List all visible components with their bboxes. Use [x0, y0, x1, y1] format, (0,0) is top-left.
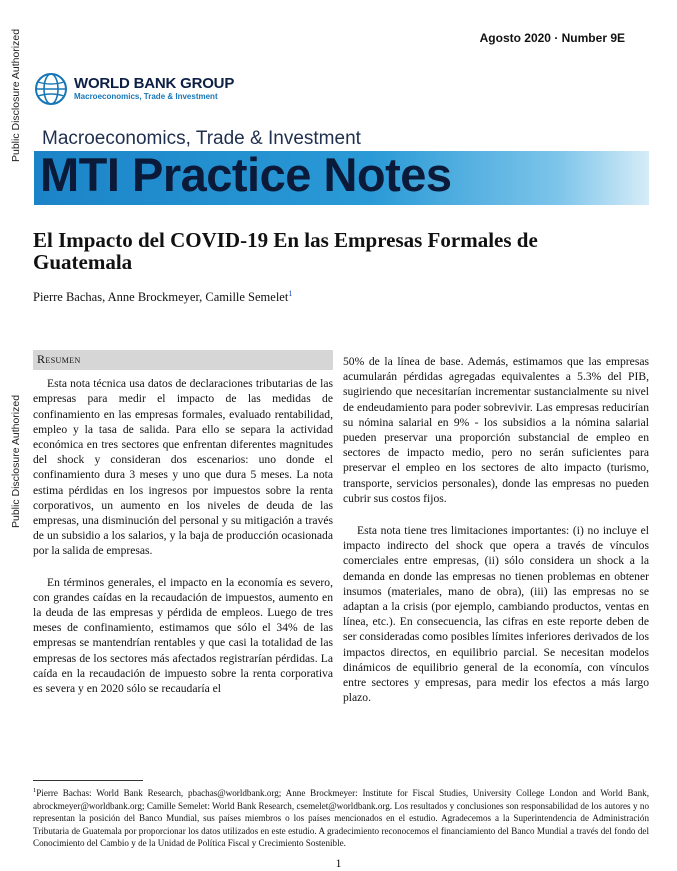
logo-subtitle: Macroeconomics, Trade & Investment [74, 92, 218, 101]
abstract-paragraph: Esta nota tiene tres limitaciones importantes: (i) no incluye el impacto indirecto del shock que opera a través de vínculos comerciales entre empresas, (ii) sólo considera un shock a la demanda en donde las empresas no tienen problemas en obtener insumos (materiales, mano de obra), (iii) las empresas no se adaptan a la crisis (por ejemplo, cambiando productos, ventas en línea, etc.). En consecuencia, las cifras en este reporte deben de ser consideradas como posibles límites inferiores derivados de los impactos directos, en equilibrio parcial. Se necesitan modelos dinámicos de equilibrio general de la economía, con vínculos entre sectores y empresas, para medir los efectos a más largo plazo. [343, 524, 649, 705]
abstract-paragraph: En términos generales, el impacto en la economía es severo, con grandes caídas en la recaudación de impuestos, aumento en la deuda de las empresas y pérdida de empleos. Luego de tres meses de confinamiento, estimamos que sólo el 34% de las empresas se mantendrían rentables y que casi la totalidad de las empresas de los sectores más afectados registrarían pérdidas. La caída en la recaudación de impuesto sobre la renta corporativa es severa y en 2020 sólo se recaudaría el [33, 575, 333, 696]
abstract-paragraph: 50% de la línea de base. Además, estimamos que las empresas acumularán pérdidas agregadas equivalentes a 5.3% del PIB, sugiriendo que necesitarían incrementar sustancialmente su nivel de endeudamiento para poder sobrevivir. Las empresas reducirían su nómina salarial en 9% - los subsidios a la nómina salarial pueden preservar una proporción substancial de empleo en sectores de impacto medio, pero no serán suficientes para preservar el empleo en los sectores de alto impacto (turismo, transporte, servicios personales), donde las empresas no pueden cubrir sus costos fijos. [343, 355, 649, 505]
logo-name: WORLD BANK GROUP [74, 75, 235, 92]
banner-subtitle: Macroeconomics, Trade & Investment [42, 128, 361, 149]
abstract-left-column [33, 350, 333, 696]
footnote-marker[interactable]: 1 [288, 289, 293, 298]
globe-icon [34, 72, 68, 106]
abstract-heading: Resumen [37, 352, 81, 366]
paper-title: El Impacto del COVID-19 En las Empresas Formales de Guatemala [33, 228, 538, 274]
disclosure-label-top: Public Disclosure Authorized [10, 28, 22, 162]
banner-title: MTI Practice Notes [40, 148, 452, 201]
abstract-paragraph: Esta nota técnica usa datos de declaraciones tributarias de las empresas para medir el impacto de las medidas de confinamiento en las empresas formales, evaluado rentabilidad, empleo y la tasa de salida. Para ello se separa la actividad económica en tres sectores que enfrentan diferentes magnitudes del shock y consideran dos escenarios: uno donde el confinamiento dura 3 meses y uno que dura 5 meses. La nota estima pérdidas en los ingresos por impuestos sobre la renta corporativos, un aumento en los niveles de deuda de las empresas, una disminución del personal y su mitigación a través de un subsidio a los salarios, y la baja de producción ocasionada por la salida de empresas. [33, 377, 333, 558]
author-names: Pierre Bachas, Anne Brockmeyer, Camille Semelet [33, 290, 289, 305]
abstract-heading-bar [33, 350, 333, 370]
footnote-number: 1 [33, 787, 37, 794]
disclosure-label-bottom: Public Disclosure Authorized [10, 394, 22, 528]
page-number: 1 [335, 856, 342, 870]
footnote-text: Pierre Bachas: World Bank Research, pbachas@worldbank.org; Anne Brockmeyer: Institute for Fiscal Studies, University College London and World Bank, abrockmeyer@worldbank.org; Camille Semelet: World Bank Research, csemelet@worldbank.org. Los resultados y conclusiones son responsabilidad de los autores y no representan la posición del Banco Mundial, sus países miembros o los países mencionados en el estudio. Agradecemos a la Superintendencia de Administración Tributaria de Guatemala por proporcionar los datos utilizados en este estudio. A gradecimiento reconocemos el financiamiento del Banco Mundial a través del fondo del Conocimiento del Cambio y de la Unidad de Política Fiscal y Crecimiento Sostenible. [33, 788, 649, 849]
footnote [33, 785, 649, 850]
issue-line: Agosto 2020 · Number 9E [479, 31, 625, 45]
abstract-right-column [343, 354, 649, 705]
authors [33, 289, 292, 305]
world-bank-logo [34, 72, 234, 106]
footnote-rule [33, 780, 143, 781]
